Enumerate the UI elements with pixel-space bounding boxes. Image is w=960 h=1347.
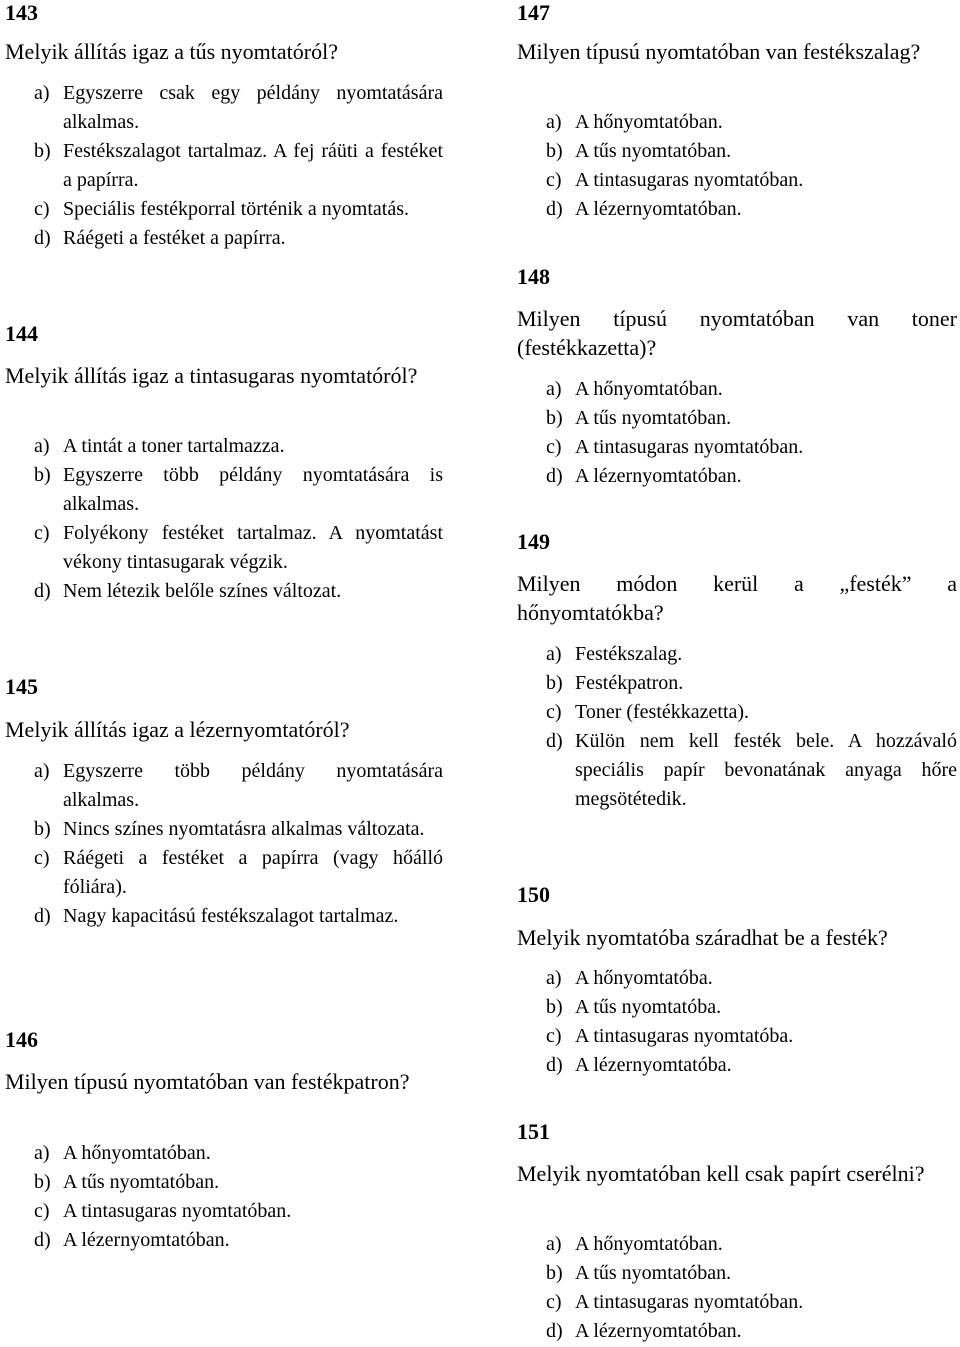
answer-text: Nem létezik belőle színes változat. — [63, 580, 342, 602]
answer-c — [517, 433, 957, 462]
answer-c — [5, 1197, 443, 1226]
answer-letter: c) — [546, 436, 562, 458]
answer-b — [517, 1259, 957, 1288]
answer-b — [517, 404, 957, 433]
answer-letter: d) — [34, 580, 51, 602]
answer-d — [517, 727, 957, 814]
answer-letter: a) — [34, 1142, 50, 1164]
answer-letter: a) — [546, 111, 562, 133]
answer-a — [517, 640, 957, 669]
answer-text: A lézernyomtatóba. — [575, 1054, 732, 1076]
answer-letter: c) — [34, 847, 50, 869]
answer-text: A hőnyomtatóban. — [63, 1142, 211, 1164]
answer-text: A tűs nyomtatóba. — [575, 996, 722, 1018]
question-number: 146 — [5, 1027, 38, 1052]
answer-letter: d) — [546, 1320, 563, 1342]
answer-letter: a) — [546, 378, 562, 400]
answer-letter: b) — [546, 1262, 563, 1284]
answer-b — [5, 815, 443, 844]
answer-list — [5, 79, 443, 253]
answer-d — [5, 1226, 443, 1255]
answer-letter: c) — [34, 522, 50, 544]
answer-c — [5, 195, 443, 224]
answer-text: A hőnyomtatóban. — [575, 111, 723, 133]
answer-list — [5, 1139, 443, 1255]
question-text: Milyen típusú nyomtatóban van festékszalag? — [517, 39, 921, 64]
answer-list — [517, 640, 957, 814]
answer-b — [517, 669, 957, 698]
question-text: Melyik nyomtatóban kell csak papírt cserélni? — [517, 1161, 925, 1186]
answer-text: A lézernyomtatóban. — [575, 1320, 742, 1342]
answer-text: A tűs nyomtatóban. — [575, 1262, 732, 1284]
answer-text: Nincs színes nyomtatásra alkalmas változata. — [63, 818, 425, 840]
question-text: Melyik nyomtatóba száradhat be a festék? — [517, 925, 888, 950]
question-number: 149 — [517, 529, 550, 554]
answer-c — [517, 166, 957, 195]
answer-letter: b) — [546, 996, 563, 1018]
answer-letter: b) — [34, 818, 51, 840]
answer-list — [517, 964, 957, 1080]
answer-list — [517, 1230, 957, 1346]
answer-text: A tűs nyomtatóban. — [63, 1171, 220, 1193]
answer-a — [5, 432, 443, 461]
answer-letter: d) — [34, 1229, 51, 1251]
answer-a — [5, 79, 443, 137]
answer-text: A tűs nyomtatóban. — [575, 140, 732, 162]
answer-list — [5, 757, 443, 931]
answer-letter: a) — [34, 435, 50, 457]
answer-text: Egyszerre csak egy példány nyomtatására alkalmas. — [63, 82, 443, 133]
answer-d — [517, 1051, 957, 1080]
answer-a — [5, 1139, 443, 1168]
answer-letter: c) — [546, 1291, 562, 1313]
answer-text: A tűs nyomtatóban. — [575, 407, 732, 429]
answer-text: A tintasugaras nyomtatóban. — [63, 1200, 292, 1222]
answer-text: A tintát a toner tartalmazza. — [63, 435, 285, 457]
answer-text: Folyékony festéket tartalmaz. A nyomtatást vékony tintasugarak végzik. — [63, 522, 443, 573]
answer-text: Toner (festékkazetta). — [575, 701, 750, 723]
answer-c — [5, 844, 443, 902]
answer-b — [517, 137, 957, 166]
answer-text: Egyszerre több példány nyomtatására alkalmas. — [63, 760, 443, 811]
answer-letter: a) — [546, 967, 562, 989]
question-text: Melyik állítás igaz a tintasugaras nyomtatóról? — [5, 363, 418, 388]
answer-text: A lézernyomtatóban. — [575, 465, 742, 487]
answer-a — [517, 375, 957, 404]
answer-d — [517, 195, 957, 224]
question-number: 151 — [517, 1119, 550, 1144]
answer-letter: c) — [34, 1200, 50, 1222]
answer-c — [5, 519, 443, 577]
answer-a — [517, 108, 957, 137]
answer-text: A hőnyomtatóba. — [575, 967, 713, 989]
answer-list — [517, 108, 957, 224]
answer-d — [5, 224, 443, 253]
answer-letter: c) — [546, 701, 562, 723]
answer-a — [517, 964, 957, 993]
answer-letter: b) — [34, 464, 51, 486]
answer-text: Speciális festékporral történik a nyomtatás. — [63, 198, 410, 220]
answer-text: Ráégeti a festéket a papírra. — [63, 227, 286, 249]
answer-text: A hőnyomtatóban. — [575, 378, 723, 400]
answer-letter: b) — [546, 140, 563, 162]
answer-letter: b) — [546, 672, 563, 694]
answer-letter: c) — [34, 198, 50, 220]
answer-letter: a) — [34, 760, 50, 782]
answer-text: A hőnyomtatóban. — [575, 1233, 723, 1255]
answer-c — [517, 1022, 957, 1051]
answer-text: A tintasugaras nyomtatóba. — [575, 1025, 794, 1047]
answer-list — [5, 432, 443, 606]
answer-b — [5, 461, 443, 519]
question-text: Milyen módon kerül a „festék” a hőnyomtatókba? — [517, 571, 957, 625]
answer-text: A tintasugaras nyomtatóban. — [575, 1291, 804, 1313]
answer-letter: d) — [546, 1054, 563, 1076]
question-text: Milyen típusú nyomtatóban van toner (festékkazetta)? — [517, 306, 957, 360]
answer-letter: a) — [546, 1233, 562, 1255]
answer-letter: d) — [546, 198, 563, 220]
question-number: 148 — [517, 264, 550, 289]
answer-text: A lézernyomtatóban. — [63, 1229, 230, 1251]
answer-text: A tintasugaras nyomtatóban. — [575, 436, 804, 458]
answer-letter: d) — [34, 227, 51, 249]
answer-letter: b) — [34, 140, 51, 162]
answer-text: Ráégeti a festéket a papírra (vagy hőálló fóliára). — [63, 847, 443, 898]
answer-text: A lézernyomtatóban. — [575, 198, 742, 220]
answer-letter: d) — [546, 465, 563, 487]
answer-b — [517, 993, 957, 1022]
answer-text: A tintasugaras nyomtatóban. — [575, 169, 804, 191]
answer-text: Festékszalagot tartalmaz. A fej ráüti a festéket a papírra. — [63, 140, 443, 191]
answer-letter: b) — [546, 407, 563, 429]
answer-c — [517, 1288, 957, 1317]
answer-list — [517, 375, 957, 491]
answer-b — [5, 137, 443, 195]
question-number: 147 — [517, 0, 550, 25]
answer-d — [517, 1317, 957, 1346]
question-number: 145 — [5, 674, 38, 699]
question-number: 144 — [5, 321, 38, 346]
answer-text: Egyszerre több példány nyomtatására is alkalmas. — [63, 464, 443, 515]
answer-letter: c) — [546, 1025, 562, 1047]
answer-letter: a) — [546, 643, 562, 665]
answer-d — [5, 577, 443, 606]
question-number: 143 — [5, 0, 38, 25]
answer-letter: d) — [34, 905, 51, 927]
answer-text: Nagy kapacitású festékszalagot tartalmaz. — [63, 905, 399, 927]
question-text: Melyik állítás igaz a lézernyomtatóról? — [5, 717, 350, 742]
question-text: Melyik állítás igaz a tűs nyomtatóról? — [5, 39, 338, 64]
answer-letter: a) — [34, 82, 50, 104]
answer-c — [517, 698, 957, 727]
answer-a — [517, 1230, 957, 1259]
question-number: 150 — [517, 882, 550, 907]
question-text: Milyen típusú nyomtatóban van festékpatron? — [5, 1069, 410, 1094]
answer-text: Festékpatron. — [575, 672, 684, 694]
answer-a — [5, 757, 443, 815]
answer-d — [5, 902, 443, 931]
answer-text: Külön nem kell festék bele. A hozzávaló speciális papír bevonatának anyaga hőre megsötétedik. — [575, 730, 957, 810]
answer-letter: d) — [546, 730, 563, 752]
answer-b — [5, 1168, 443, 1197]
answer-letter: b) — [34, 1171, 51, 1193]
answer-d — [517, 462, 957, 491]
answer-text: Festékszalag. — [575, 643, 683, 665]
answer-letter: c) — [546, 169, 562, 191]
